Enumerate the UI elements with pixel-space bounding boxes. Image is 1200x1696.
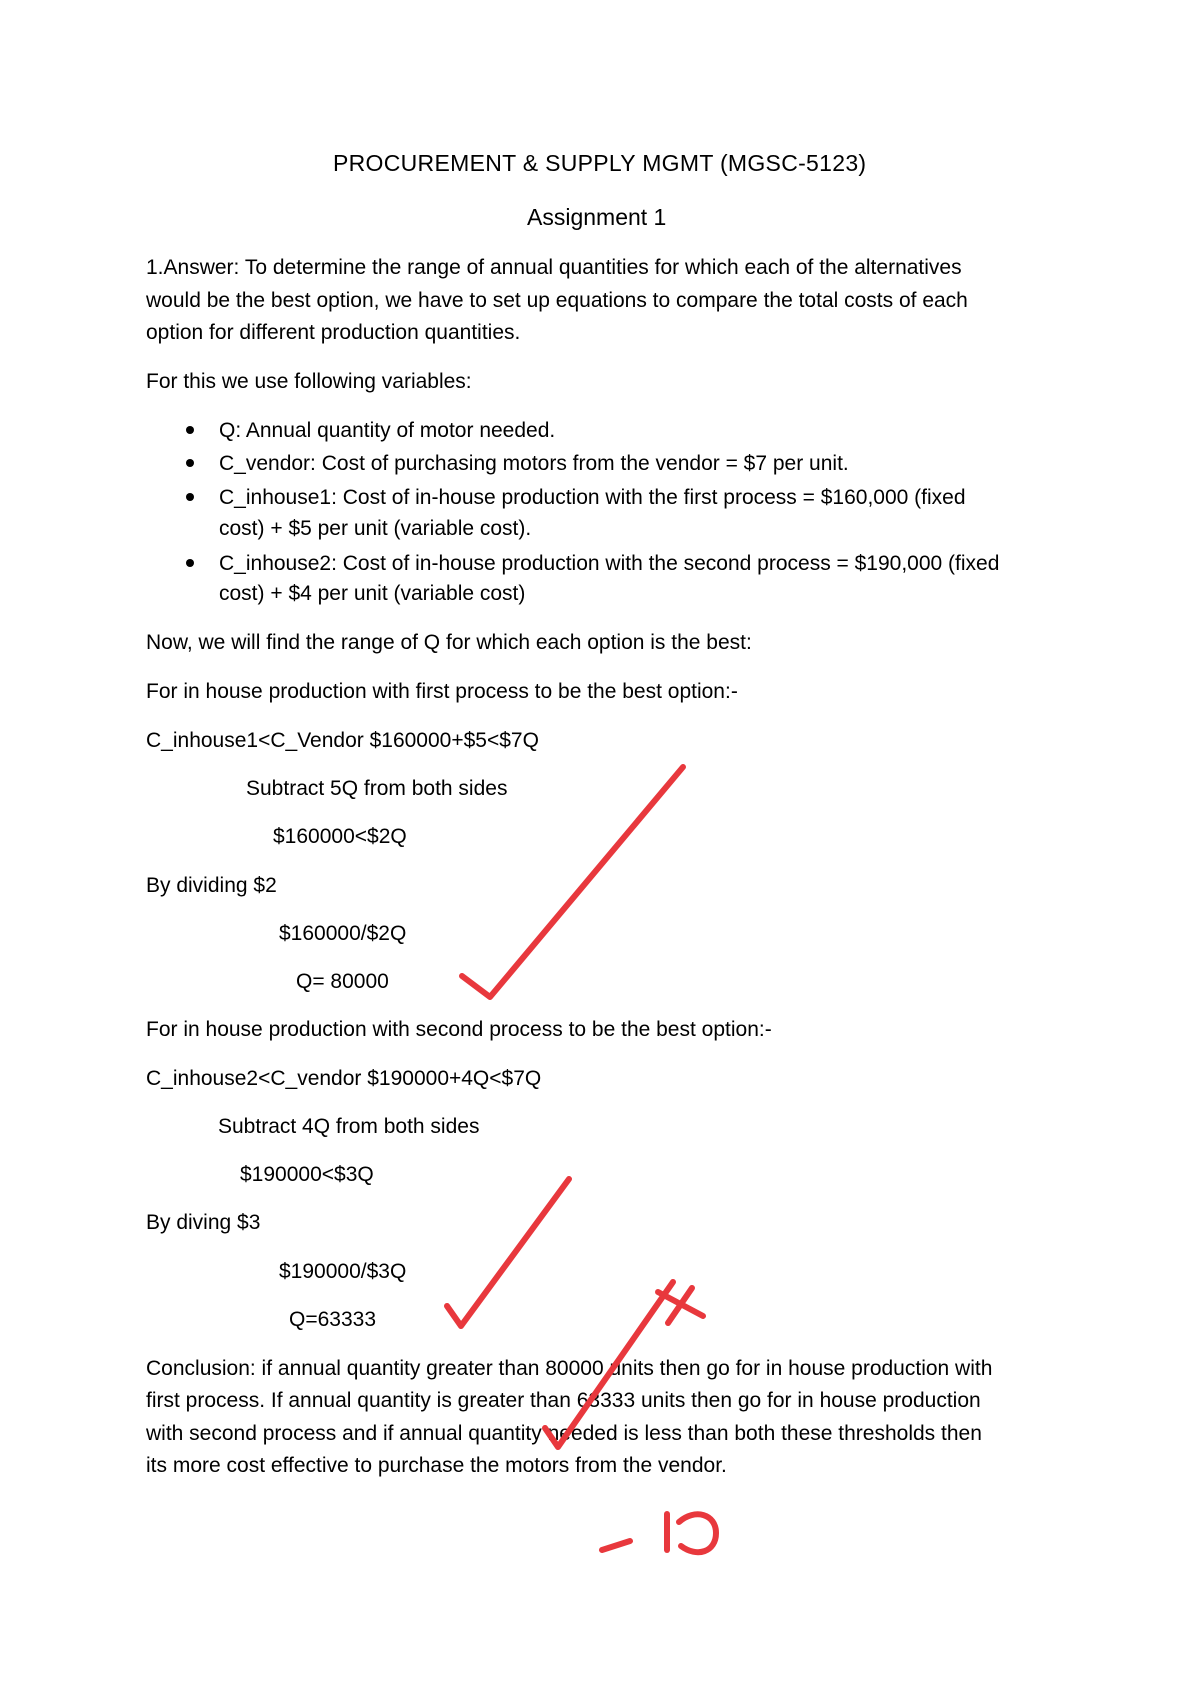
intro-line-1: 1.Answer: To determine the range of annual quantities for which each of the alternatives: [146, 256, 962, 279]
first-process-step-subtract: Subtract 5Q from both sides: [246, 777, 508, 800]
second-process-step-divide: By diving $3: [146, 1211, 261, 1234]
variable-item-continued: cost) + $5 per unit (variable cost).: [219, 517, 532, 540]
variables-heading: For this we use following variables:: [146, 370, 472, 393]
variable-item-continued: cost) + $4 per unit (variable cost): [219, 582, 526, 605]
first-process-step-division: $160000/$2Q: [279, 922, 407, 945]
conclusion-line-1: Conclusion: if annual quantity greater than 80000 units then go for in house production with: [146, 1357, 993, 1380]
handwritten-score-minus: [602, 1541, 630, 1550]
second-process-step-simplified: $190000<$3Q: [240, 1163, 374, 1186]
second-process-heading: For in house production with second process to be the best option:-: [146, 1018, 772, 1041]
intro-line-3: option for different production quantities.: [146, 321, 521, 344]
conclusion-line-3: with second process and if annual quantity needed is less than both these thresholds then: [146, 1422, 982, 1445]
range-heading: Now, we will find the range of Q for which each option is the best:: [146, 631, 752, 654]
variable-item: C_vendor: Cost of purchasing motors from the vendor = $7 per unit.: [219, 452, 849, 475]
conclusion-line-2: first process. If annual quantity is greater than 63333 units then go for in house production: [146, 1389, 981, 1412]
variable-item: C_inhouse1: Cost of in-house production with the first process = $160,000 (fixed: [219, 486, 966, 509]
bullet-dot: [186, 493, 194, 501]
first-process-step-divide: By dividing $2: [146, 874, 277, 897]
assignment-subtitle: Assignment 1: [527, 204, 667, 230]
first-process-inequality: C_inhouse1<C_Vendor $160000+$5<$7Q: [146, 729, 539, 752]
document-title: PROCUREMENT & SUPPLY MGMT (MGSC-5123): [333, 150, 867, 176]
second-process-inequality: C_inhouse2<C_vendor $190000+4Q<$7Q: [146, 1067, 542, 1090]
first-process-heading: For in house production with first process to be the best option:-: [146, 680, 738, 703]
second-process-step-division: $190000/$3Q: [279, 1260, 407, 1283]
intro-line-2: would be the best option, we have to set up equations to compare the total costs of each: [146, 289, 968, 312]
first-process-result: Q= 80000: [296, 970, 389, 993]
bullet-dot: [186, 459, 194, 467]
second-process-step-subtract: Subtract 4Q from both sides: [218, 1115, 480, 1138]
bullet-dot: [186, 426, 194, 434]
first-process-step-simplified: $160000<$2Q: [273, 825, 407, 848]
cross-mark: [658, 1288, 703, 1323]
bullet-dot: [186, 559, 194, 567]
variable-item: C_inhouse2: Cost of in-house production with the second process = $190,000 (fixed: [219, 552, 1000, 575]
variable-item: Q: Annual quantity of motor needed.: [219, 419, 556, 442]
checkmark-second-process: [447, 1179, 569, 1326]
conclusion-line-4: its more cost effective to purchase the motors from the vendor.: [146, 1454, 727, 1477]
handwritten-score-zero: [679, 1514, 716, 1552]
second-process-result: Q=63333: [289, 1308, 376, 1331]
